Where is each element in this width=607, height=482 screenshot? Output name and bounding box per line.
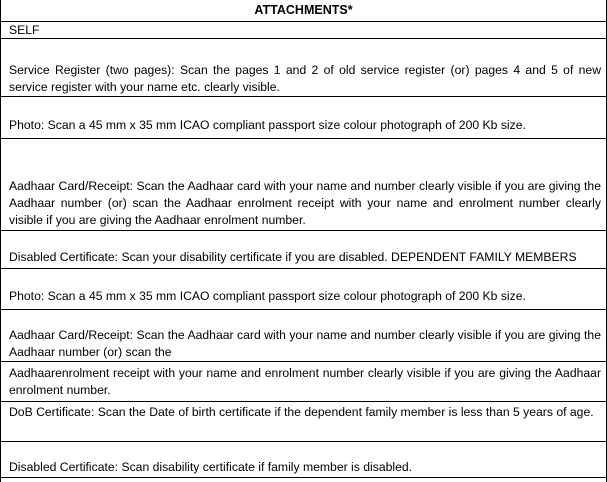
row-photo-self: Photo: Scan a 45 mm x 35 mm ICAO compliant passport size colour photograph of 200 Kb size. (9, 118, 526, 132)
row-aadhaar-dependent: Aadhaar Card/Receipt: Scan the Aadhaar card with your name and number clearly visible if you are giving the Aadhaar number (or) scan the (9, 328, 601, 359)
row-divider (0, 441, 607, 442)
row-divider (0, 401, 607, 402)
page-title: ATTACHMENTS* (254, 3, 353, 17)
table-border-left (0, 0, 1, 482)
row-dob-certificate: DoB Certificate: Scan the Date of birth certificate if the dependent family member is less than 5 years of age. (9, 405, 594, 419)
row-divider (0, 138, 607, 139)
row-divider (0, 361, 607, 362)
row-aadhaar-enrolment-continued: Aadhaarenrolment receipt with your name and enrolment number clearly visible if you are giving the Aadhaar enrolment number. (9, 366, 601, 397)
row-divider (0, 96, 607, 97)
row-service-register: Service Register (two pages): Scan the pages 1 and 2 of old service register (or) pages 4 and 5 of new service register with your name etc. clearly visible. (9, 63, 601, 94)
row-divider (0, 230, 607, 231)
row-self-heading: SELF (9, 23, 40, 37)
row-aadhaar-self: Aadhaar Card/Receipt: Scan the Aadhaar card with your name and number clearly visible if you are giving the Aadhaar number (or) scan the Aadhaar enrolment receipt with your name and enrolment number clearly visible if you are giving the Aadhaar enrolment number. (9, 179, 601, 227)
row-disabled-certificate-self: Disabled Certificate: Scan your disability certificate if you are disabled. DEPENDENT FAMILY MEMBERS (9, 250, 577, 264)
row-divider (0, 268, 607, 269)
row-disabled-certificate-dependent: Disabled Certificate: Scan disability certificate if family member is disabled. (9, 460, 413, 474)
row-divider (0, 309, 607, 310)
row-divider (0, 477, 607, 478)
row-photo-dependent: Photo: Scan a 45 mm x 35 mm ICAO compliant passport size colour photograph of 200 Kb size. (9, 289, 526, 303)
